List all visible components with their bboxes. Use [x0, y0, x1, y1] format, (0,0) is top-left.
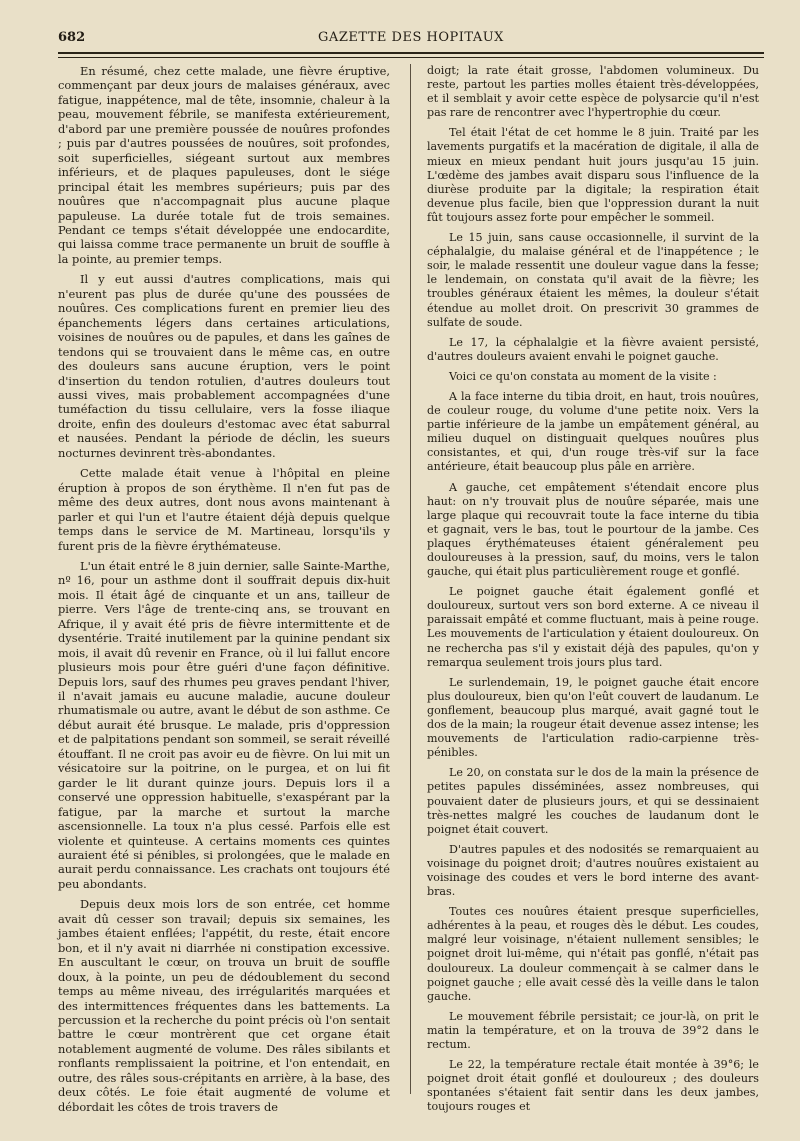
paragraph: Le poignet gauche était également gonflé et douloureux, surtout vers son bord externe. A ce niveau il paraissait empâté et comme fluctuant, mais à peine rouge. Les mouvements de l'articulation y étaient douloureux. On ne rechercha pas s'il y existait déjà des papules, qu'on y remarqua seulement trois jours plus tard. [427, 585, 759, 669]
paragraph: Cette malade était venue à l'hôpital en pleine éruption à propos de son érythème. Il n'en fut pas de même des deux autres, dont nous avons maintenant à parler et qui l'un et l'autre étaient déjà depuis quelque temps dans le service de M. Martineau, lorsqu'ils y furent pris de la fièvre érythémateuse. [58, 466, 390, 553]
left-column [58, 64, 390, 1120]
column-divider [410, 64, 411, 1094]
page-header [58, 30, 764, 48]
paragraph: D'autres papules et des nodosités se remarquaient au voisinage du poignet droit; d'autres nouûres existaient au voisinage des coudes et vers le bord interne des avant-bras. [427, 842, 759, 899]
paragraph: A la face interne du tibia droit, en haut, trois nouûres, de couleur rouge, du volume d'une petite noix. Vers la partie inférieure de la jambe un empâtement général, au milieu duquel on distinguait quelques nouûres plus consistantes, et qui, d'un rouge très-vif sur la face antérieure, était beaucoup plus pâle en arrière. [427, 389, 759, 474]
journal-title: GAZETTE DES HOPITAUX [318, 30, 504, 45]
paragraph: Le 17, la céphalalgie et la fièvre avaient persisté, d'autres douleurs avaient envahi le poignet gauche. [427, 335, 759, 363]
page-number: 682 [58, 30, 86, 45]
right-column [427, 64, 759, 1120]
header-rule-thick [58, 52, 764, 54]
paragraph: Le mouvement fébrile persistait; ce jour-là, on prit le matin la température, et on la trouva de 39°2 dans le rectum. [427, 1009, 759, 1051]
paragraph: L'un était entré le 8 juin dernier, salle Sainte-Marthe, nº 16, pour un asthme dont il souffrait depuis dix-huit mois. Il était âgé de cinquante et un ans, tailleur de pierre. Vers l'âge de trente-cinq ans, se trouvant en Afrique, il y avait été pris de fièvre intermittente et de dysentérie. Traité inutilement par la quinine pendant six mois, il avait dû revenir en France, où il lui fallut encore plusieurs mois pour être guéri d'une façon définitive. Depuis lors, sauf des rhumes peu graves pendant l'hiver, il n'avait jamais eu aucune maladie, aucune douleur rhumatismale ou autre, avant le début de son asthme. Ce début aurait été brusque. Le malade, pris d'oppression et de palpitations pendant son sommeil, se serait réveillé étouffant. Il ne croit pas avoir eu de fièvre. On lui mit un vésicatoire sur la poitrine, on le purgea, et on lui fit garder le lit durant quinze jours. Depuis lors il a conservé une oppression habituelle, s'exaspérant par la fatigue, par la marche et surtout la marche ascensionnelle. La toux n'a plus cessé. Parfois elle est violente et quinteuse. A certains moments ces quintes auraient été si pénibles, si prolongées, que le malade en aurait perdu connaissance. Les crachats ont toujours été peu abondants. [58, 558, 390, 891]
paragraph: doigt; la rate était grosse, l'abdomen volumineux. Du reste, partout les parties molles étaient très-développées, et il semblait y avoir cette espèce de polysarcie qu'il n'est pas rare de rencontrer avec l'hypertrophie du cœur. [427, 64, 759, 120]
paragraph: Voici ce qu'on constata au moment de la visite : [449, 369, 717, 383]
paragraph: A gauche, cet empâtement s'étendait encore plus haut: on n'y trouvait plus de nouûre séparée, mais une large plaque qui recouvrait toute la face interne du tibia et gagnait, vers le bas, tout le pourtour de la jambe. Ces plaques érythémateuses étaient généralement peu douloureuses à la pression, sauf, du moins, vers le talon gauche, qui était plus particulièrement rouge et gonflé. [427, 480, 759, 579]
paragraph: Depuis deux mois lors de son entrée, cet homme avait dû cesser son travail; depuis six semaines, les jambes étaient enflées; l'appétit, du reste, était encore bon, et il n'y avait ni diarrhée ni constipation excessive. En auscultant le cœur, on trouva un bruit de souffle doux, à la pointe, un peu de dédoublement du second temps au même niveau, des irrégularités marquées et des intermittences fréquentes dans les battements. La percussion et la recherche du point précis où l'on sentait battre le cœur montrèrent que cet organe était notablement augmenté de volume. Des râles sibilants et ronflants remplissaient la poitrine, et l'on entendait, en outre, des râles sous-crépitants en arrière, à la base, des deux côtés. Le foie était augmenté de volume et débordait les côtes de trois travers de [58, 897, 390, 1114]
paragraph: Toutes ces nouûres étaient presque superficielles, adhérentes à la peau, et rouges dès le début. Les coudes, malgré leur voisinage, n'étaient nullement sensibles; le poignet droit lui-même, qui n'était pas gonflé, n'était pas douloureux. La douleur commençait à se calmer dans le poignet gauche ; elle avait cessé dès la veille dans le talon gauche. [427, 905, 759, 1003]
paragraph: Le 22, la température rectale était montée à 39°6; le poignet droit était gonflé et douloureux ; des douleurs spontanées s'étaient fait sentir dans les deux jambes, toujours rouges et [427, 1058, 759, 1114]
paragraph: En résumé, chez cette malade, une fièvre éruptive, commençant par deux jours de malaises généraux, avec fatigue, inappétence, mal de tête, insomnie, chaleur à la peau, mouvement fébrile, se manifesta extérieurement, d'abord par une première poussée de nouûres profondes ; puis par d'autres poussées de nouûres, soit profondes, soit superficielles, siégeant surtout aux membres inférieurs, et de plaques papuleuses, dont le siége principal était les membres supérieurs; puis par des nouûres que n'accompagnait plus aucune plaque papuleuse. La durée totale fut de trois semaines. Pendant ce temps s'était développée une endocardite, qui laissa comme trace permanente un bruit de souffle à la pointe, au premier temps. [58, 64, 390, 266]
paragraph: Le 20, on constata sur le dos de la main la présence de petites papules disséminées, assez nombreuses, qui pouvaient dater de plusieurs jours, et qui se dessinaient très-nettes malgré les couches de laudanum dont le poignet était couvert. [427, 766, 759, 836]
paragraph: Tel était l'état de cet homme le 8 juin. Traité par les lavements purgatifs et la macération de digitale, il alla de mieux en mieux pendant huit jours jusqu'au 15 juin. L'œdème des jambes avait disparu sous l'influence de la diurèse produite par la digitale; la respiration était devenue plus facile, bien que l'oppression durant la nuit fût toujours assez forte pour empêcher le sommeil. [427, 126, 759, 224]
paragraph: Il y eut aussi d'autres complications, mais qui n'eurent pas plus de durée qu'une des poussées de nouûres. Ces complications furent en premier lieu des épanchements légers dans certaines articulations, voisines de nouûres ou de papules, et dans les gaînes de tendons qui se trouvaient dans le même cas, en outre des douleurs sans aucune éruption, vers le point d'insertion du tendon rotulien, d'autres douleurs tout aussi vives, mais probablement accompagnées d'une tuméfaction du tissu cellulaire, vers la fosse iliaque droite, enfin des douleurs d'estomac avec état saburral et nausées. Pendant la période de déclin, les sueurs nocturnes devinrent très-abondantes. [58, 272, 390, 460]
header-rule-thin [58, 57, 764, 58]
paragraph: Le 15 juin, sans cause occasionnelle, il survint de la céphalalgie, du malaise général et de l'inappétence ; le soir, le malade ressentit une douleur vague dans la fesse; le lendemain, on constata qu'il avait de la fièvre; les troubles généraux étaient les mêmes, la douleur s'était étendue au mollet droit. On prescrivit 30 grammes de sulfate de soude. [427, 231, 759, 329]
paragraph: Le surlendemain, 19, le poignet gauche était encore plus douloureux, bien qu'on l'eût couvert de laudanum. Le gonflement, beaucoup plus marqué, avait gagné tout le dos de la main; la rougeur était devenue assez intense; les mouvements de l'articulation radio-carpienne très-pénibles. [427, 675, 759, 760]
